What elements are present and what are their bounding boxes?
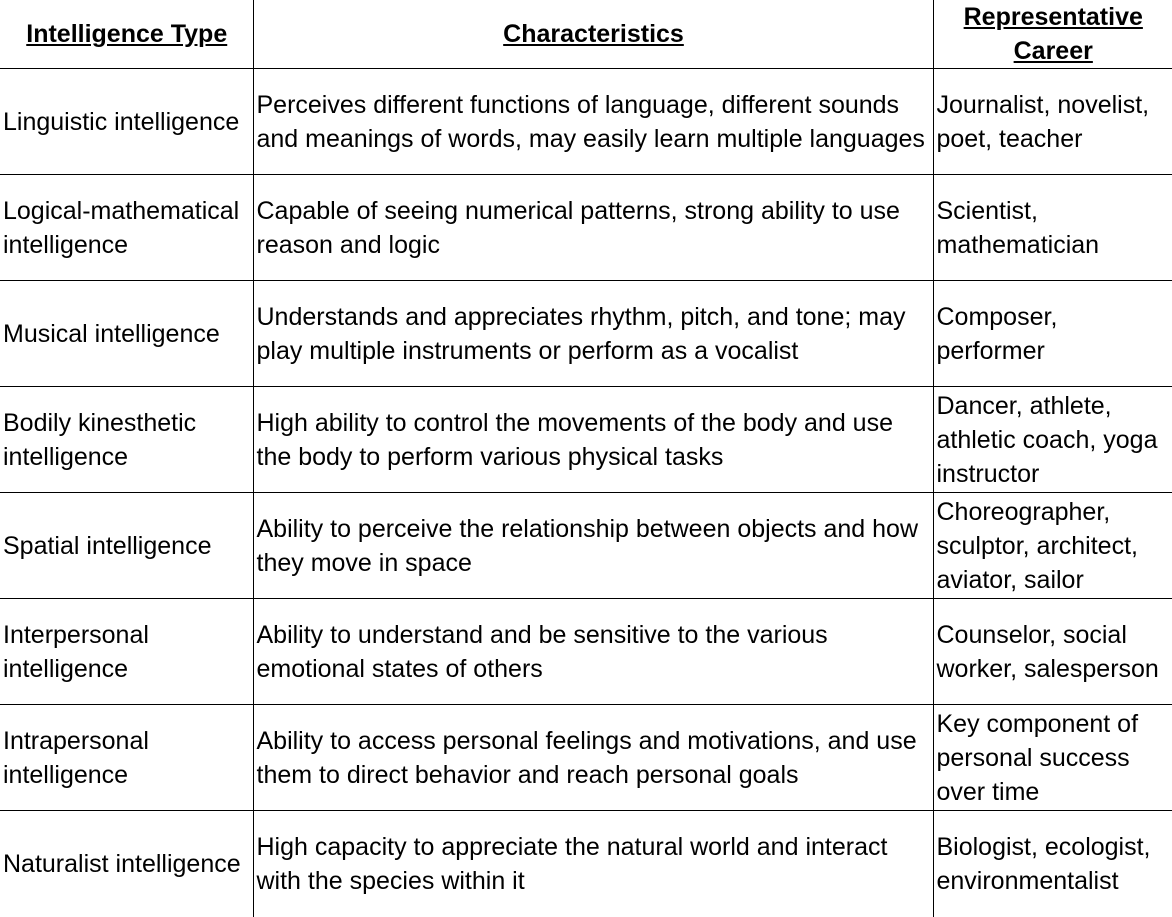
cell-characteristics: Capable of seeing numerical patterns, strong ability to use reason and logic: [253, 175, 933, 281]
cell-intelligence-type: Naturalist intelligence: [0, 811, 253, 917]
table-row: [0, 175, 1172, 281]
table-row: [0, 281, 1172, 387]
cell-career: Biologist, ecologist, environmentalist: [933, 811, 1172, 917]
table-row: [0, 69, 1172, 175]
cell-career: Choreographer, sculptor, architect, aviator, sailor: [933, 493, 1172, 599]
cell-characteristics: Understands and appreciates rhythm, pitch, and tone; may play multiple instruments or perform as a vocalist: [253, 281, 933, 387]
table-row: [0, 811, 1172, 917]
cell-characteristics: Ability to access personal feelings and motivations, and use them to direct behavior and reach personal goals: [253, 705, 933, 811]
cell-career: Counselor, social worker, salesperson: [933, 599, 1172, 705]
cell-characteristics: Ability to perceive the relationship between objects and how they move in space: [253, 493, 933, 599]
cell-intelligence-type: Logical-mathematical intelligence: [0, 175, 253, 281]
cell-career: Scientist, mathematician: [933, 175, 1172, 281]
header-representative-career: Representative Career: [933, 0, 1172, 69]
header-characteristics: Characteristics: [253, 0, 933, 69]
table-row: [0, 599, 1172, 705]
table-row: [0, 387, 1172, 493]
cell-characteristics: Ability to understand and be sensitive to the various emotional states of others: [253, 599, 933, 705]
cell-intelligence-type: Linguistic intelligence: [0, 69, 253, 175]
cell-career: Key component of personal success over time: [933, 705, 1172, 811]
cell-intelligence-type: Musical intelligence: [0, 281, 253, 387]
table-row: [0, 493, 1172, 599]
cell-career: Journalist, novelist, poet, teacher: [933, 69, 1172, 175]
cell-intelligence-type: Interpersonal intelligence: [0, 599, 253, 705]
cell-career: Composer, performer: [933, 281, 1172, 387]
table-header-row: [0, 0, 1172, 69]
cell-intelligence-type: Intrapersonal intelligence: [0, 705, 253, 811]
cell-career: Dancer, athlete, athletic coach, yoga instructor: [933, 387, 1172, 493]
header-intelligence-type: Intelligence Type: [0, 0, 253, 69]
cell-characteristics: High ability to control the movements of the body and use the body to perform various physical tasks: [253, 387, 933, 493]
cell-intelligence-type: Spatial intelligence: [0, 493, 253, 599]
cell-characteristics: Perceives different functions of language, different sounds and meanings of words, may easily learn multiple languages: [253, 69, 933, 175]
cell-intelligence-type: Bodily kinesthetic intelligence: [0, 387, 253, 493]
table-row: [0, 705, 1172, 811]
cell-characteristics: High capacity to appreciate the natural world and interact with the species within it: [253, 811, 933, 917]
